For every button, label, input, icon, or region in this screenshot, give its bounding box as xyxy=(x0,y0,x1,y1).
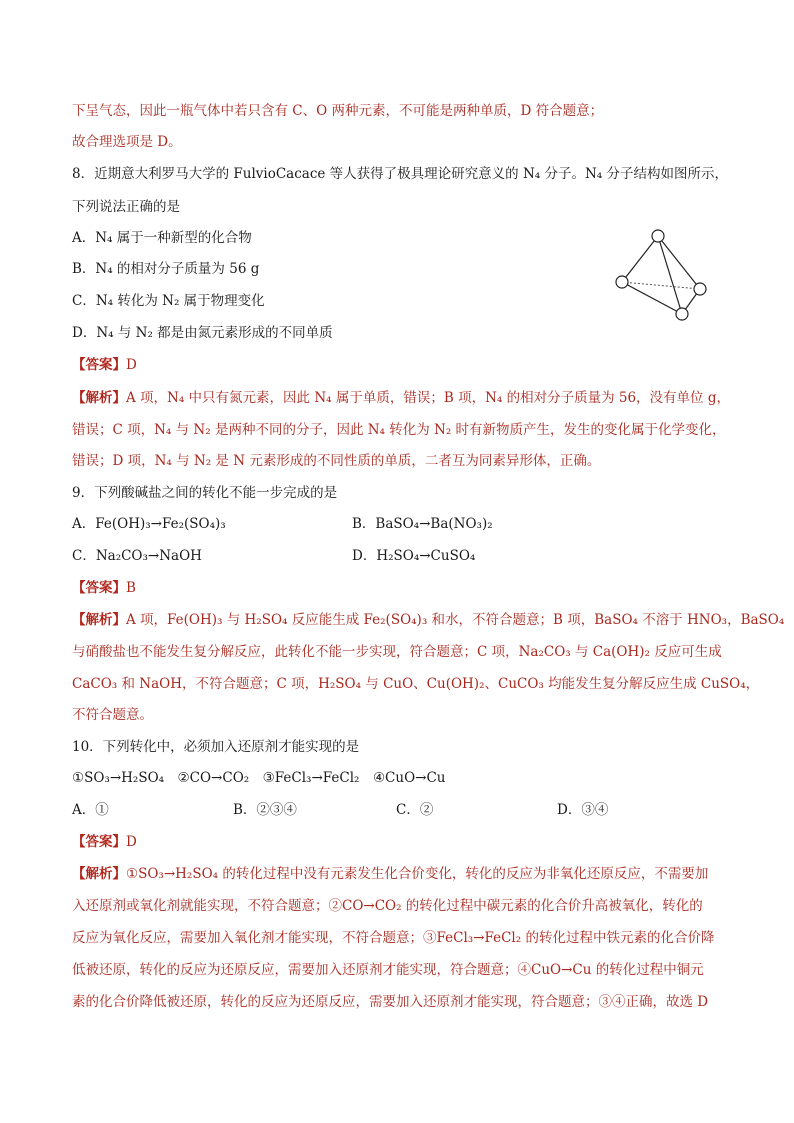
q10-answer: 【答案】D xyxy=(72,834,137,850)
q10-analysis-line-5: 素的化合价降低被还原，转化的反应为还原反应，需要加入还原剂才能实现，符合题意；③④正确，故选 D xyxy=(72,994,709,1010)
n4-tetrahedron-diagram xyxy=(612,226,716,330)
q10-analysis-line-1: 【解析】①SO₃→H₂SO₄ 的转化过程中没有元素发生化合价变化，转化的反应为非氧化还原反应，不需要加 xyxy=(72,866,709,882)
q8-option-a: A．N₄ 属于一种新型的化合物 xyxy=(72,230,252,246)
atom-left xyxy=(616,276,628,288)
q8-option-b: B．N₄ 的相对分子质量为 56 g xyxy=(72,261,260,277)
q10-items: ①SO₃→H₂SO₄ ②CO→CO₂ ③FeCl₃→FeCl₂ ④CuO→Cu xyxy=(72,770,446,786)
q9-stem: 9．下列酸碱盐之间的转化不能一步完成的是 xyxy=(72,485,338,501)
q8-analysis-line-2: 错误；C 项，N₄ 与 N₂ 是两种不同的分子，因此 N₄ 转化为 N₂ 时有新物质产生，发生的变化属于化学变化， xyxy=(72,422,726,438)
q8-answer: 【答案】D xyxy=(72,357,137,373)
q10-analysis-line-4: 低被还原，转化的反应为还原反应，需要加入还原剂才能实现，符合题意；④CuO→Cu 的转化过程中铜元 xyxy=(72,962,704,978)
q8-analysis-line-3: 错误；D 项，N₄ 与 N₂ 是 N 元素形成的不同性质的单质，二者互为同素异形体，正确。 xyxy=(72,453,601,469)
carry-line-2: 故合理选项是 D。 xyxy=(72,134,182,150)
q9-analysis-line-3: CaCO₃ 和 NaOH，不符合题意；C 项，H₂SO₄ 与 CuO、Cu(OH)₂、CuCO₃ 均能发生复分解反应生成 CuSO₄， xyxy=(72,676,760,692)
q9-answer: 【答案】B xyxy=(72,580,136,596)
q10-option-c: C．② xyxy=(396,802,434,818)
q10-analysis-line-3: 反应为氧化反应，需要加入氧化剂才能实现，不符合题意；③FeCl₃→FeCl₂ 的转化过程中铁元素的化合价降 xyxy=(72,930,715,946)
q8-analysis-line-1: 【解析】A 项，N₄ 中只有氮元素，因此 N₄ 属于单质，错误；B 项，N₄ 的相对分子质量为 56，没有单位 g， xyxy=(72,390,730,406)
q9-option-c: C．Na₂CO₃→NaOH xyxy=(72,548,202,564)
atom-bottom xyxy=(676,308,688,320)
q10-analysis-line-2: 入还原剂或氧化剂就能实现，不符合题意；②CO→CO₂ 的转化过程中碳元素的化合价升高被氧化，转化的 xyxy=(72,898,703,914)
carry-line-1: 下呈气态，因此一瓶气体中若只含有 C、O 两种元素，不可能是两种单质，D 符合题意； xyxy=(72,103,604,119)
q9-analysis-line-1: 【解析】A 项，Fe(OH)₃ 与 H₂SO₄ 反应能生成 Fe₂(SO₄)₃ 和水，不符合题意；B 项，BaSO₄ 不溶于 HNO₃，BaSO₄ xyxy=(72,612,785,628)
q9-analysis-line-4: 不符合题意。 xyxy=(72,707,153,723)
q10-stem: 10．下列转化中，必须加入还原剂才能实现的是 xyxy=(72,739,360,755)
q10-option-b: B．②③④ xyxy=(233,802,297,818)
q10-option-a: A．① xyxy=(72,802,109,818)
q8-option-c: C．N₄ 转化为 N₂ 属于物理变化 xyxy=(72,293,265,309)
q8-stem-line-1: 8．近期意大利罗马大学的 FulvioCacace 等人获得了极具理论研究意义的 N₄ 分子。N₄ 分子结构如图所示， xyxy=(72,166,728,182)
q9-option-d: D．H₂SO₄→CuSO₄ xyxy=(352,548,476,564)
q9-option-a: A．Fe(OH)₃→Fe₂(SO₄)₃ xyxy=(72,516,226,532)
q10-option-d: D．③④ xyxy=(557,802,609,818)
q9-option-b: B．BaSO₄→Ba(NO₃)₂ xyxy=(352,516,493,532)
q9-analysis-line-2: 与硝酸盐也不能发生复分解反应，此转化不能一步实现，符合题意；C 项，Na₂CO₃ 与 Ca(OH)₂ 反应可生成 xyxy=(72,644,722,660)
q8-stem-line-2: 下列说法正确的是 xyxy=(72,199,180,215)
atom-top xyxy=(652,230,664,242)
atom-right xyxy=(694,283,706,295)
q8-option-d: D．N₄ 与 N₂ 都是由氮元素形成的不同单质 xyxy=(72,325,333,341)
